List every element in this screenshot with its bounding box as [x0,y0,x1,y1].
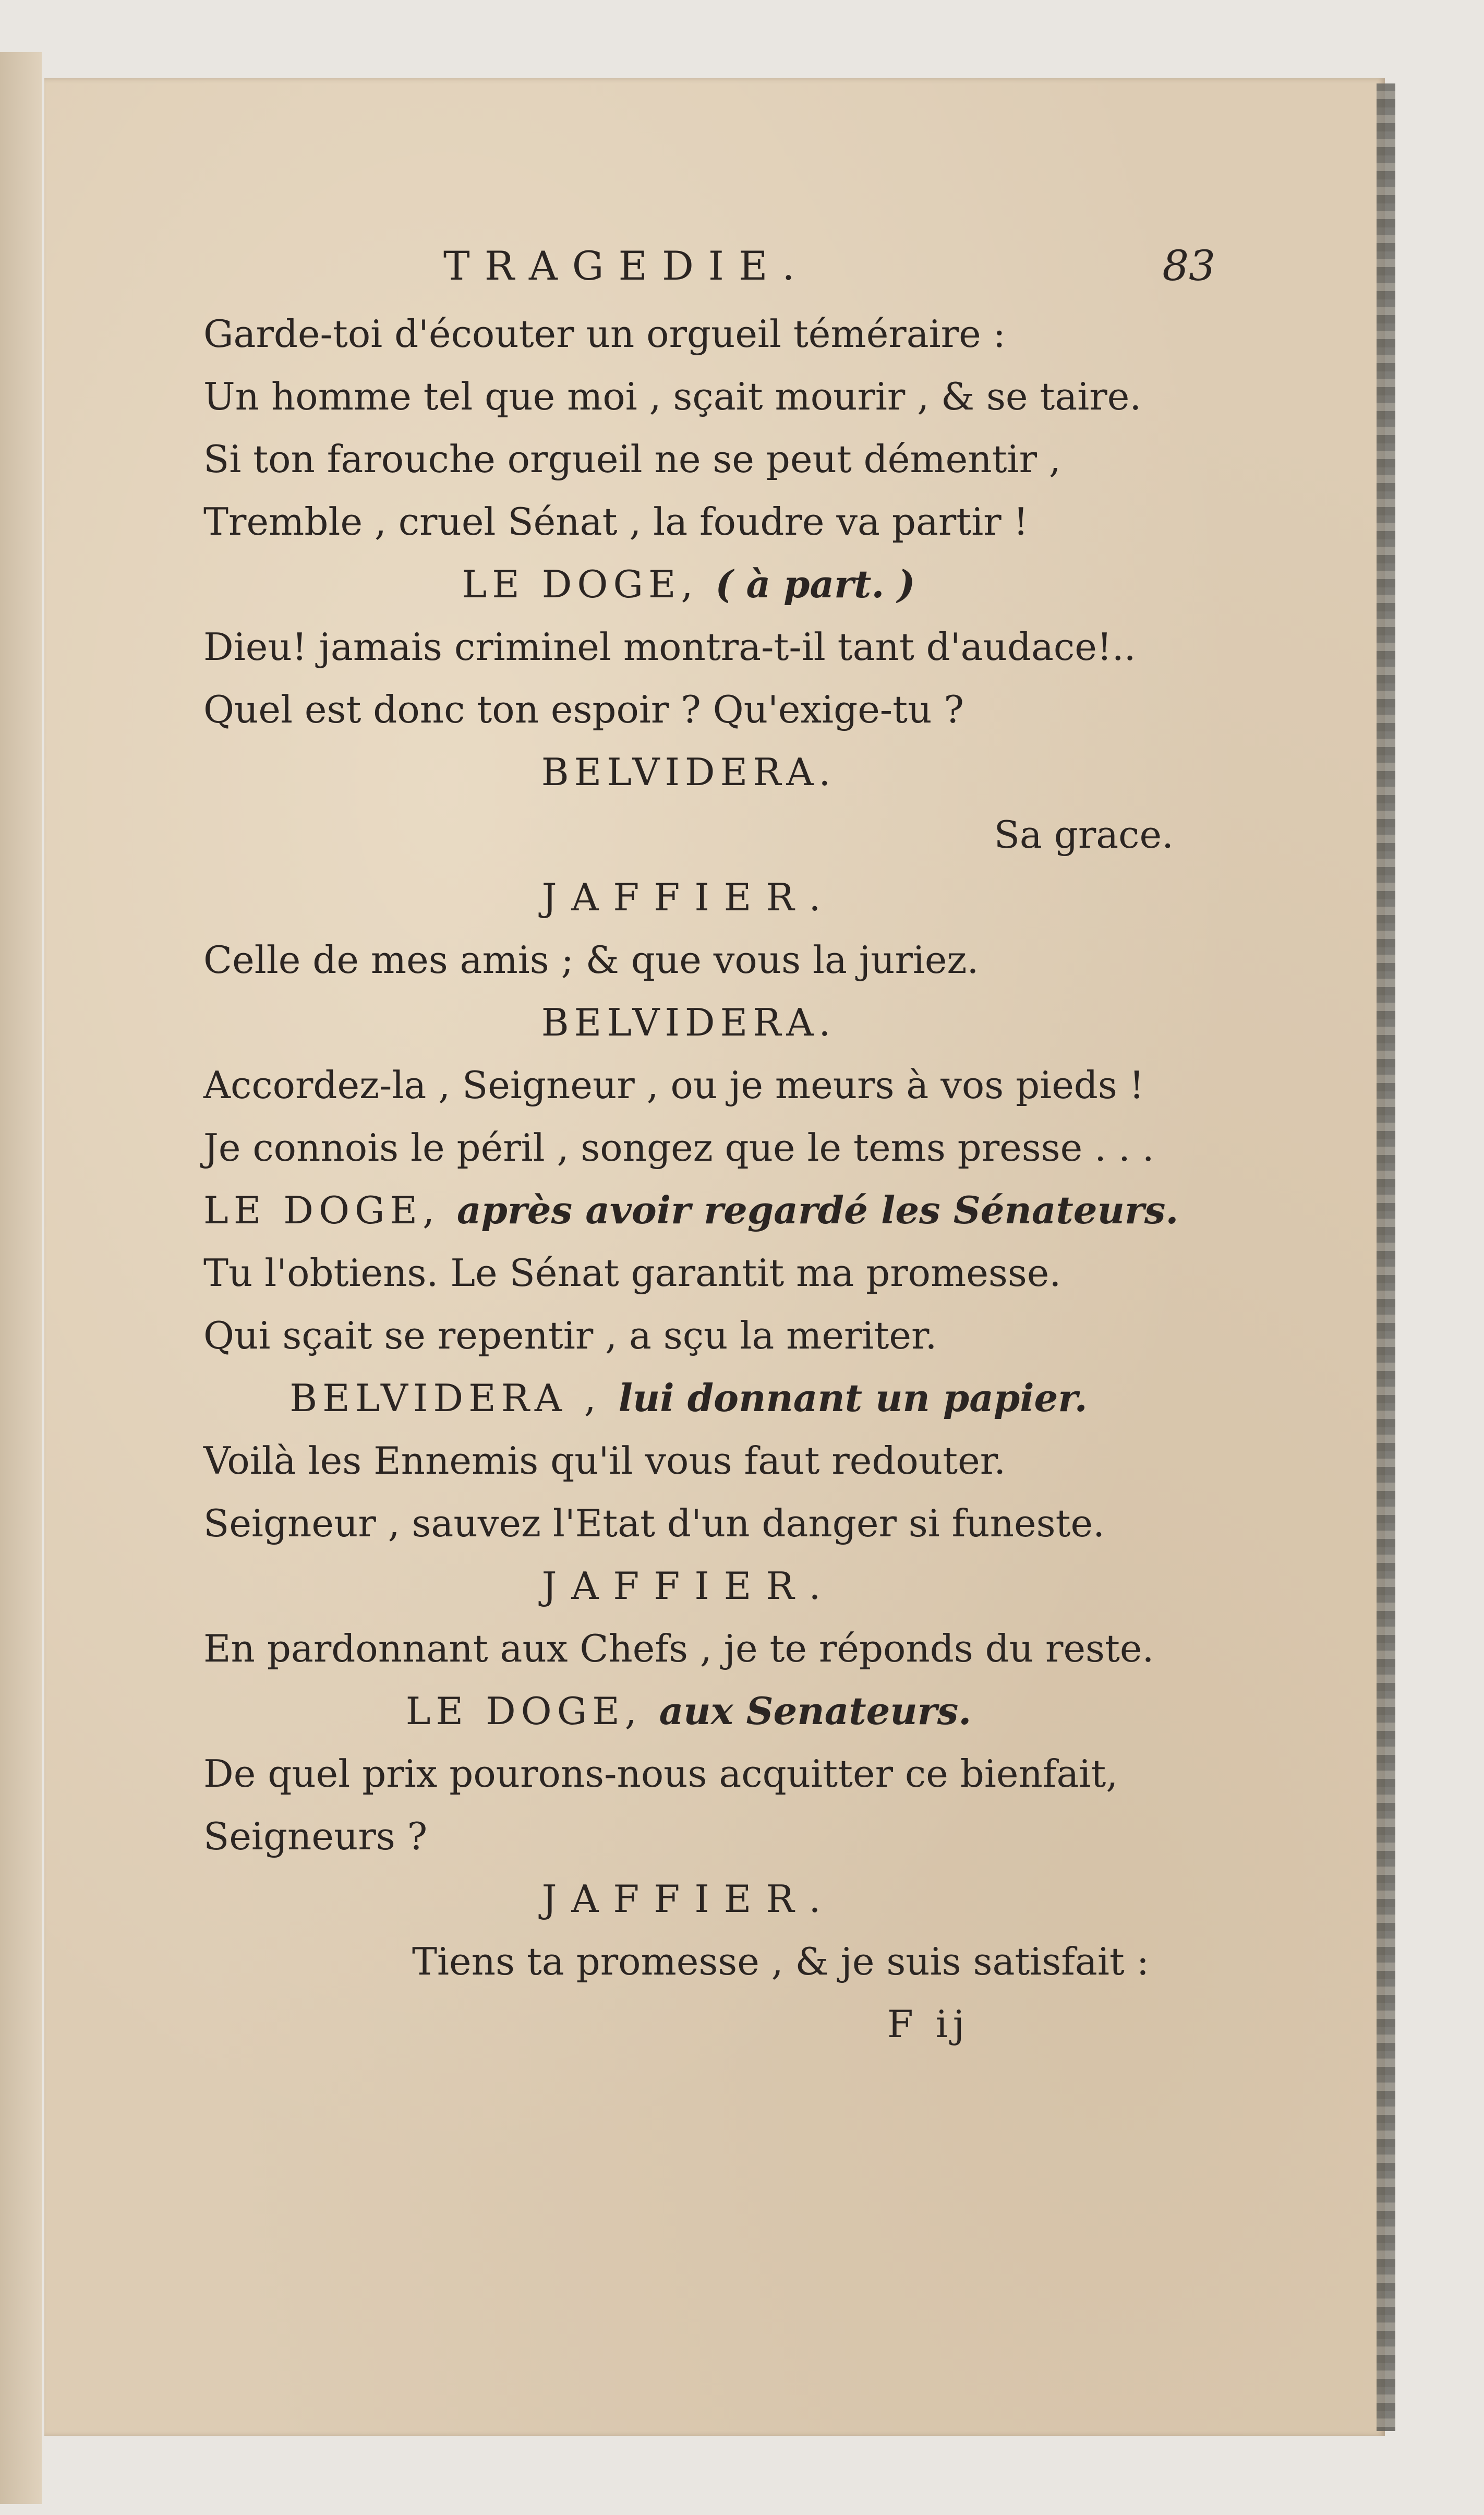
speaker-name: BELVIDERA. [541,750,836,794]
page-edge-strip [1377,83,1395,2431]
speaker-heading [203,553,1174,616]
page-header [203,235,1215,303]
speaker-heading [203,866,1174,929]
speaker-name: JAFFIER. [541,1877,836,1921]
speaker-name: JAFFIER. [541,875,836,919]
speaker-heading [203,1868,1174,1930]
signature-mark: F ij [887,2002,970,2046]
speaker-name: BELVIDERA , [289,1376,601,1420]
verse-line: Voilà les Ennemis qu'il vous faut redouter. [203,1439,1006,1483]
facing-page-edge [0,52,42,2504]
verse-line: Accordez-la , Seigneur , ou je meurs à vos pieds ! [203,1063,1144,1107]
speaker-name: JAFFIER. [541,1564,836,1608]
verse-line: Un homme tel que moi , sçait mourir , & se taire. [203,375,1142,418]
page-number: 83 [1162,242,1215,290]
stage-direction: après avoir regardé les Sénateurs. [456,1188,1179,1232]
running-title: TRAGEDIE. [443,243,810,289]
speaker-name: LE DOGE, [462,562,698,606]
speaker-heading [203,991,1174,1054]
speaker-name: BELVIDERA. [541,1001,836,1044]
verse-line: Dieu! jamais criminel montra-t-il tant d'audace!.. [203,625,1136,669]
speaker-name: LE DOGE, [405,1689,642,1733]
verse-line: Garde-toi d'écouter un orgueil téméraire : [203,312,1006,356]
verse-line: Seigneurs ? [203,1814,428,1858]
stage-direction: ( à part. ) [715,562,915,606]
speaker-heading [203,1555,1174,1617]
verse-line: Sa grace. [994,813,1174,857]
verse-line: Je connois le péril , songez que le tems presse . . . [203,1126,1154,1170]
verse-line: Celle de mes amis ; & que vous la juriez. [203,938,979,982]
verse-line: Si ton farouche orgueil ne se peut démentir , [203,437,1061,481]
speaker-heading [203,1367,1174,1429]
verse-line: Seigneur , sauvez l'Etat d'un danger si funeste. [203,1501,1105,1545]
verse-line: De quel prix pourons-nous acquitter ce bienfait, [203,1752,1118,1796]
speaker-heading [203,1179,1179,1242]
verse-line: Tiens ta promesse , & je suis satisfait : [412,1940,1149,1983]
verse-line: Tremble , cruel Sénat , la foudre va partir ! [203,500,1029,544]
verse-line: Tu l'obtiens. Le Sénat garantit ma promesse. [203,1251,1061,1295]
verse-line: En pardonnant aux Chefs , je te réponds du reste. [203,1627,1154,1670]
stage-direction: lui donnant un papier. [618,1376,1088,1420]
stage-direction: aux Senateurs. [659,1689,972,1733]
speaker-name: LE DOGE, [203,1188,440,1232]
verse-line: Quel est donc ton espoir ? Qu'exige-tu ? [203,688,964,731]
verse-line: Qui sçait se repentir , a sçu la meriter. [203,1314,937,1357]
page-text [203,235,1215,2055]
speaker-heading [203,1680,1174,1742]
speaker-heading [203,741,1174,803]
